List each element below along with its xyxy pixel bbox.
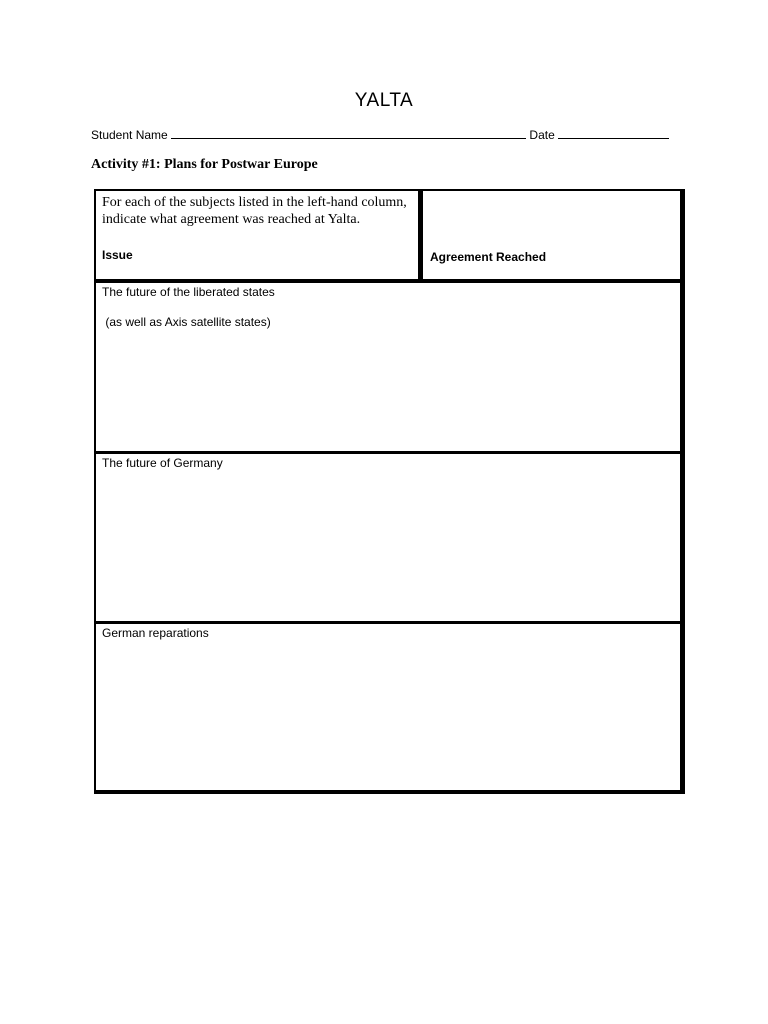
student-name-field[interactable] [171, 127, 526, 139]
issue-note: (as well as Axis satellite states) [102, 315, 271, 329]
date-label: Date [529, 128, 555, 142]
issue-label: German reparations [102, 626, 209, 640]
page-title: YALTA [354, 90, 414, 111]
worksheet-table [94, 189, 685, 794]
table-row[interactable] [96, 283, 680, 454]
table-header-row [96, 191, 680, 283]
issue-label: The future of the liberated states [102, 285, 275, 299]
activity-heading: Activity #1: Plans for Postwar Europe [91, 157, 318, 172]
table-row[interactable] [96, 454, 680, 624]
table-row[interactable] [96, 624, 680, 792]
student-info-line [91, 127, 669, 142]
student-name-label: Student Name [91, 128, 168, 142]
issue-label: The future of Germany [102, 456, 223, 470]
issue-column-header: Issue [102, 248, 133, 262]
date-field[interactable] [558, 127, 669, 139]
instructions-text: For each of the subjects listed in the left-hand column, indicate what agreement was reached at Yalta. [102, 195, 407, 227]
issue-header-cell [96, 191, 423, 279]
agreement-column-header: Agreement Reached [430, 250, 547, 264]
